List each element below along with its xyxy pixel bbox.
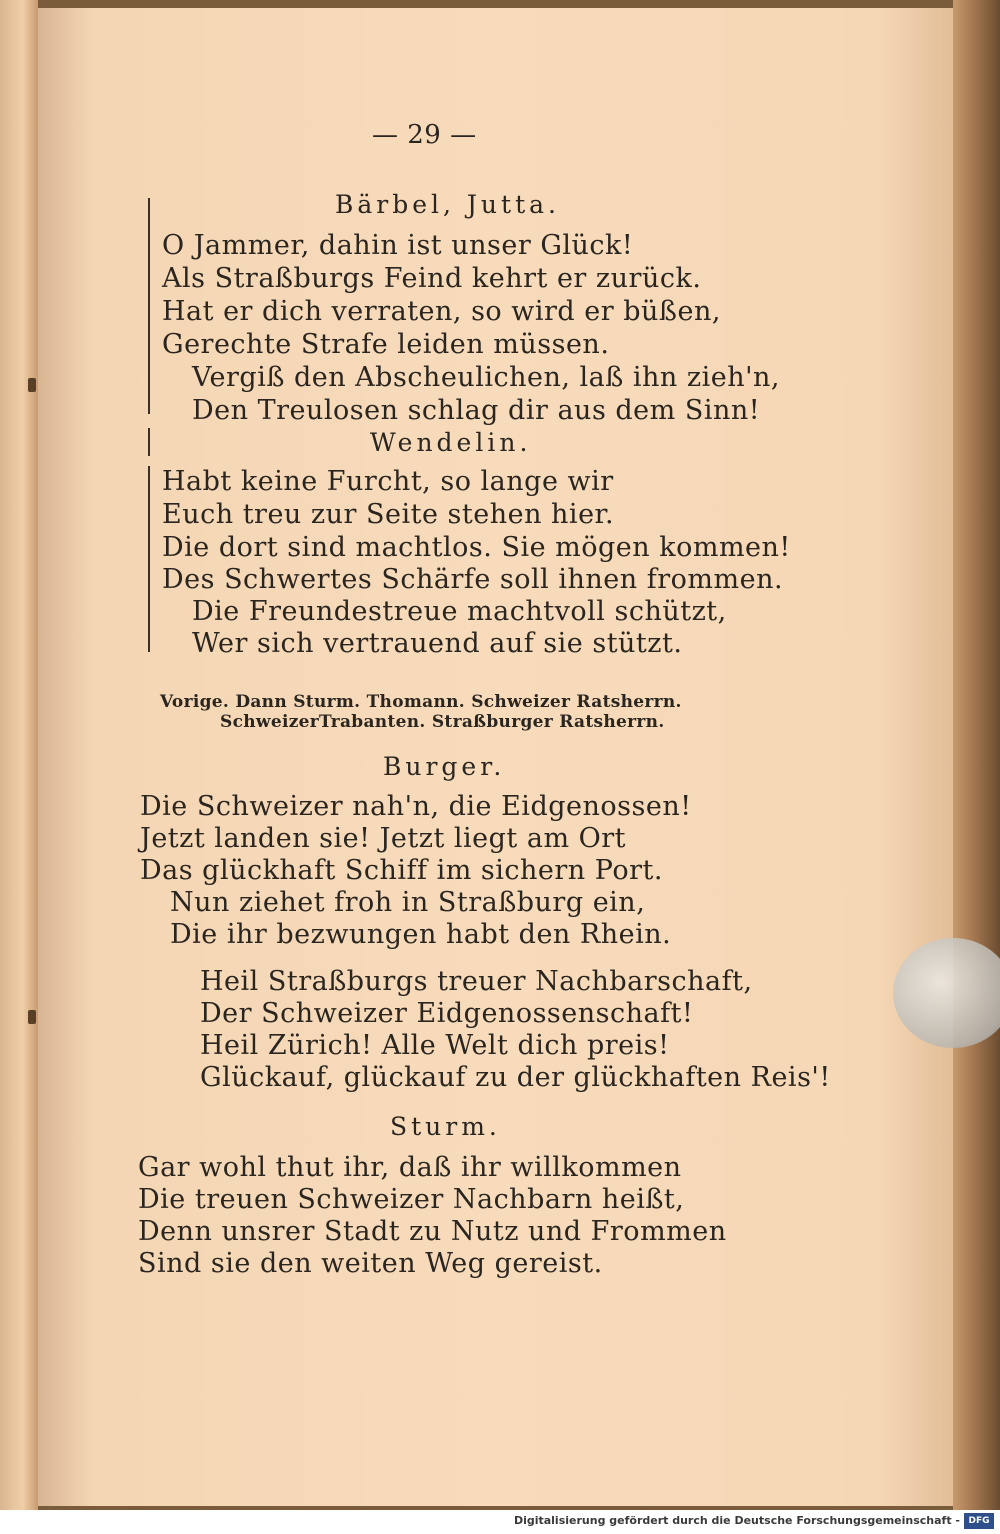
verse-line: Euch treu zur Seite stehen hier. [162, 499, 615, 530]
verse-line: Nun ziehet froh in Straßburg ein, [170, 887, 646, 918]
verse-line: Glückauf, glückauf zu der glückhaften Reis'! [200, 1062, 831, 1093]
digitization-footer [0, 1510, 1000, 1534]
binding-mark [28, 378, 36, 392]
verse-line: Habt keine Furcht, so lange wir [162, 466, 614, 497]
verse-line: Den Treulosen schlag dir aus dem Sinn! [192, 395, 761, 426]
speaker-heading: Bärbel, Jutta. [335, 190, 560, 219]
speaker-heading: Sturm. [390, 1112, 501, 1141]
verse-line: Heil Straßburgs treuer Nachbarschaft, [200, 966, 753, 997]
page-edge-right [953, 0, 1000, 1510]
verse-line: Wer sich vertrauend auf sie stützt. [192, 628, 683, 659]
page-number: — 29 — [372, 120, 477, 150]
dfg-logo: DFG [964, 1513, 994, 1529]
verse-line: Vergiß den Abscheulichen, laß ihn zieh'n, [192, 362, 780, 393]
verse-bracket [148, 198, 150, 414]
verse-bracket [148, 428, 150, 456]
verse-line: Gar wohl thut ihr, daß ihr willkommen [138, 1152, 682, 1183]
funding-credit: Digitalisierung gefördert durch die Deutsche Forschungsgemeinschaft - [513, 1514, 960, 1527]
previous-page-edge [0, 0, 38, 1510]
verse-line: O Jammer, dahin ist unser Glück! [162, 230, 634, 261]
verse-bracket [148, 466, 150, 652]
verse-line: Des Schwertes Schärfe soll ihnen frommen. [162, 564, 784, 595]
speaker-heading: Burger. [383, 752, 506, 781]
verse-line: Sind sie den weiten Weg gereist. [138, 1248, 603, 1279]
verse-line: Das glückhaft Schiff im sichern Port. [140, 855, 663, 886]
verse-line: Heil Zürich! Alle Welt dich preis! [200, 1030, 670, 1061]
stage-direction: SchweizerTrabanten. Straßburger Ratsherrn. [220, 712, 665, 732]
verse-line: Der Schweizer Eidgenossenschaft! [200, 998, 694, 1029]
verse-line: Die Freundestreue machtvoll schützt, [192, 596, 727, 627]
binding-mark [28, 1010, 36, 1024]
stage-direction: Vorige. Dann Sturm. Thomann. Schweizer Ratsherrn. [160, 692, 682, 712]
verse-line: Die dort sind machtlos. Sie mögen kommen! [162, 532, 791, 563]
verse-line: Hat er dich verraten, so wird er büßen, [162, 296, 721, 327]
verse-line: Die treuen Schweizer Nachbarn heißt, [138, 1184, 685, 1215]
verse-line: Die ihr bezwungen habt den Rhein. [170, 919, 672, 950]
verse-line: Denn unsrer Stadt zu Nutz und Frommen [138, 1216, 727, 1247]
verse-line: Jetzt landen sie! Jetzt liegt am Ort [140, 823, 627, 854]
verse-line: Die Schweizer nah'n, die Eidgenossen! [140, 791, 692, 822]
speaker-heading: Wendelin. [370, 428, 532, 457]
verse-line: Gerechte Strafe leiden müssen. [162, 329, 610, 360]
verse-line: Als Straßburgs Feind kehrt er zurück. [162, 263, 702, 294]
